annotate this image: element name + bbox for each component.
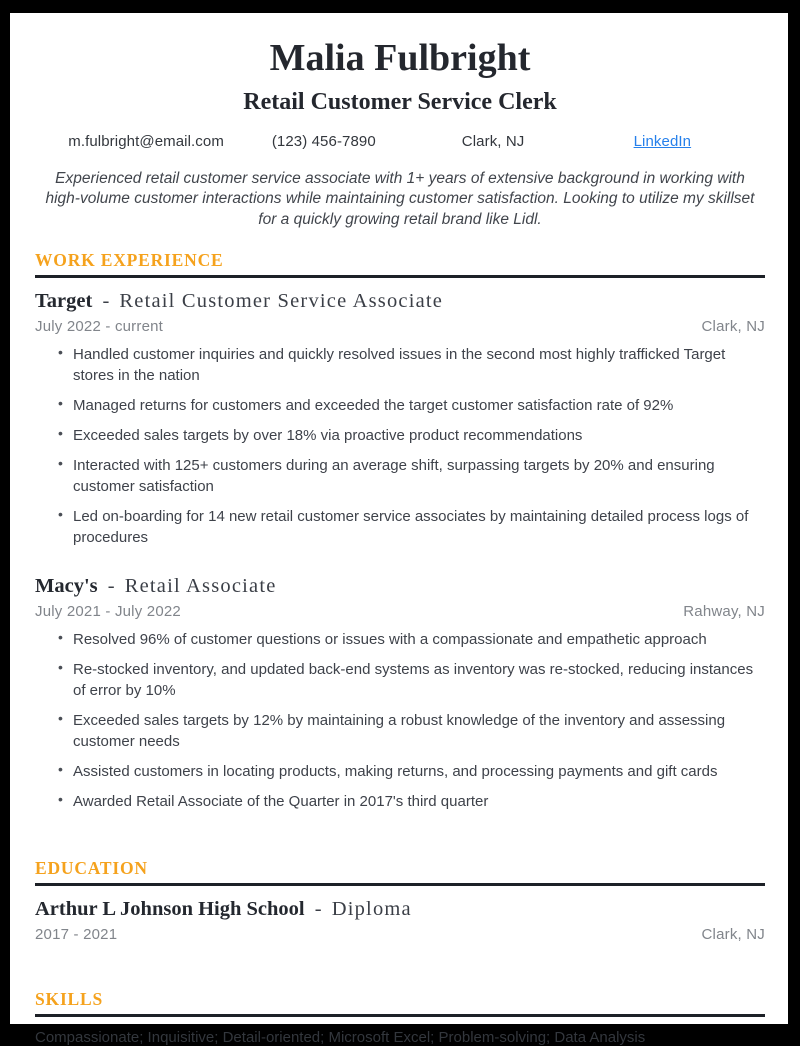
job-meta-row bbox=[35, 318, 765, 335]
contact-row bbox=[35, 133, 765, 150]
section-heading-work-experience: WORK EXPERIENCE bbox=[35, 250, 765, 278]
job-bullet-list bbox=[35, 629, 765, 812]
section-heading-skills: SKILLS bbox=[35, 989, 765, 1017]
job-dates: July 2021 - July 2022 bbox=[35, 602, 181, 620]
candidate-title: Retail Customer Service Clerk bbox=[243, 88, 557, 115]
skills-list: Compassionate; Inquisitive; Detail-oriented; Microsoft Excel; Problem-solving; Data Analysis bbox=[35, 1028, 646, 1046]
job-title-row bbox=[35, 290, 765, 313]
job-bullet: • Resolved 96% of customer questions or issues with a compassionate and empathetic approach bbox=[73, 629, 765, 650]
title-separator: - bbox=[102, 289, 110, 312]
job-entry-macys bbox=[35, 575, 765, 812]
contact-email: m.fulbright@email.com bbox=[68, 132, 224, 150]
section-heading-education: EDUCATION bbox=[35, 858, 765, 886]
company-name: Target bbox=[35, 289, 93, 312]
job-role: Retail Customer Service Associate bbox=[119, 289, 444, 312]
job-dates: July 2022 - current bbox=[35, 317, 164, 335]
job-bullet: • Awarded Retail Associate of the Quarter in 2017's third quarter bbox=[73, 791, 765, 812]
job-title-row bbox=[35, 575, 765, 598]
job-entry-target bbox=[35, 290, 765, 548]
contact-location: Clark, NJ bbox=[461, 132, 525, 150]
degree-name: Diploma bbox=[331, 897, 412, 920]
job-meta-row bbox=[35, 603, 765, 620]
job-bullet-list bbox=[35, 344, 765, 548]
job-location: Rahway, NJ bbox=[683, 602, 765, 620]
job-bullet: • Assisted customers in locating products, making returns, and processing payments and gift cards bbox=[73, 761, 765, 782]
linkedin-link[interactable]: LinkedIn bbox=[633, 132, 692, 150]
title-separator: - bbox=[107, 574, 115, 597]
job-bullet: • Re-stocked inventory, and updated back-end systems as inventory was re-stocked, reducing instances of error by 10% bbox=[73, 659, 765, 701]
education-dates: 2017 - 2021 bbox=[35, 925, 118, 943]
job-bullet: • Managed returns for customers and exceeded the target customer satisfaction rate of 92% bbox=[73, 395, 765, 416]
education-location: Clark, NJ bbox=[701, 925, 765, 943]
job-bullet: • Exceeded sales targets by 12% by maintaining a robust knowledge of the inventory and assessing customer needs bbox=[73, 710, 765, 752]
job-bullet: • Interacted with 125+ customers during an average shift, surpassing targets by 20% and ensuring customer satisfaction bbox=[73, 455, 765, 497]
job-bullet: • Exceeded sales targets by over 18% via proactive product recommendations bbox=[73, 425, 765, 446]
resume-page bbox=[10, 13, 788, 1046]
contact-linkedin bbox=[578, 133, 747, 150]
company-name: Macy's bbox=[35, 574, 98, 597]
contact-phone: (123) 456-7890 bbox=[271, 132, 376, 150]
job-location: Clark, NJ bbox=[701, 317, 765, 335]
education-entry bbox=[35, 898, 765, 943]
education-meta-row bbox=[35, 926, 765, 943]
job-bullet: • Handled customer inquiries and quickly resolved issues in the second most highly trafficked Target stores in the nation bbox=[73, 344, 765, 386]
education-title-row bbox=[35, 898, 765, 921]
title-separator: - bbox=[314, 897, 322, 920]
candidate-name: Malia Fulbright bbox=[269, 37, 531, 79]
job-role: Retail Associate bbox=[124, 574, 277, 597]
school-name: Arthur L Johnson High School bbox=[35, 897, 305, 920]
job-bullet: • Led on-boarding for 14 new retail customer service associates by maintaining detailed process logs of procedures bbox=[73, 506, 765, 548]
summary-paragraph: Experienced retail customer service associate with 1+ years of extensive background in working with high-volume customer interactions while maintaining customer satisfaction. Looking to utilize my skillset for a quickly growing retail brand like Lidl. bbox=[45, 169, 755, 228]
